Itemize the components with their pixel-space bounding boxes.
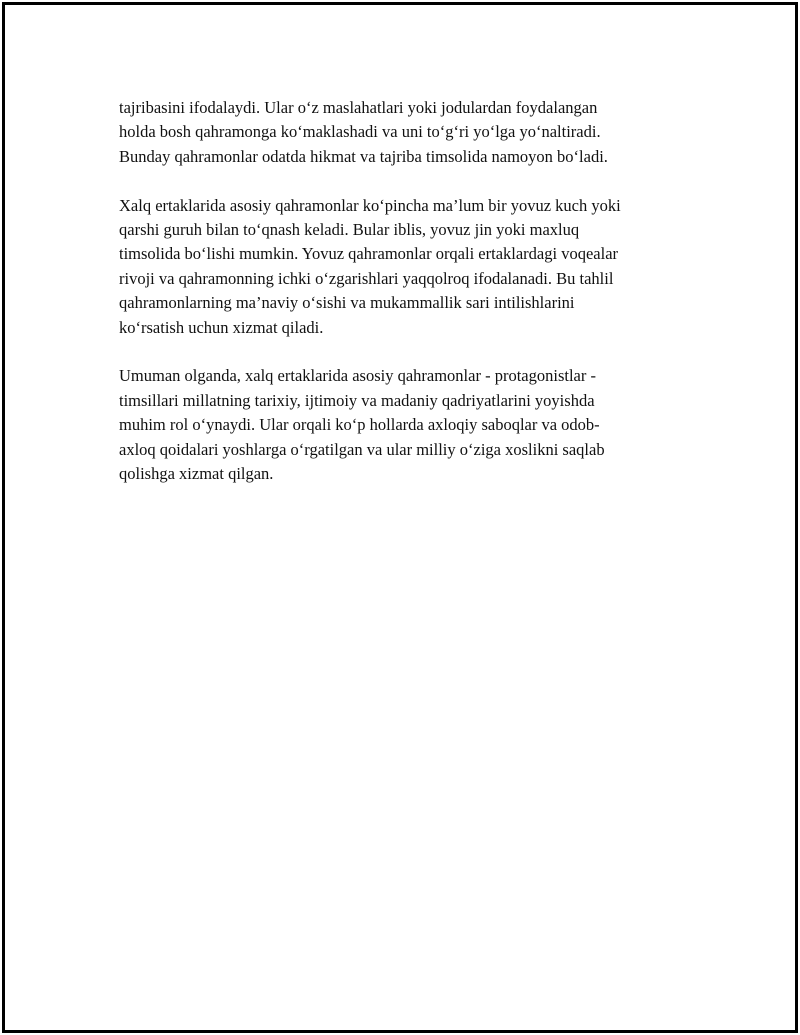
- paragraph-2: Xalq ertaklarida asosiy qahramonlar ko‘pincha ma’lum bir yovuz kuch yoki qarshi guruh bilan to‘qnash keladi. Bular iblis, yovuz jin yoki maxluq timsolida bo‘lishi mumkin. Yovuz qahramonlar orqali ertaklardagi voqealar rivoji va qahramonning ichki o‘zgarishlari yaqqolroq ifodalanadi. Bu tahlil qahramonlarning ma’naviy o‘sishi va mukammallik sari intilishlarini ko‘rsatish uchun xizmat qiladi.: [119, 195, 621, 337]
- paragraph-3: Umuman olganda, xalq ertaklarida asosiy qahramonlar - protagonistlar - timsillari millatning tarixiy, ijtimoiy va madaniy qadriyatlarini yoyishda muhim rol o‘ynaydi. Ular orqali ko‘p hollarda axloqiy saboqlar va odob- axloq qoidalari yoshlarga o‘rgatilgan va ular milliy o‘ziga xoslikni saqlab qolishga xizmat qilgan.: [119, 366, 605, 484]
- document-body: [119, 96, 689, 511]
- paragraph-1: tajribasini ifodalaydi. Ular o‘z maslahatlari yoki jodulardan foydalangan holda bosh qahramonga ko‘maklashadi va uni to‘g‘ri yo‘lga yo‘naltiradi. Bunday qahramonlar odatda hikmat va tajriba timsolida namoyon bo‘ladi.: [119, 98, 608, 166]
- document-page: [2, 2, 798, 1033]
